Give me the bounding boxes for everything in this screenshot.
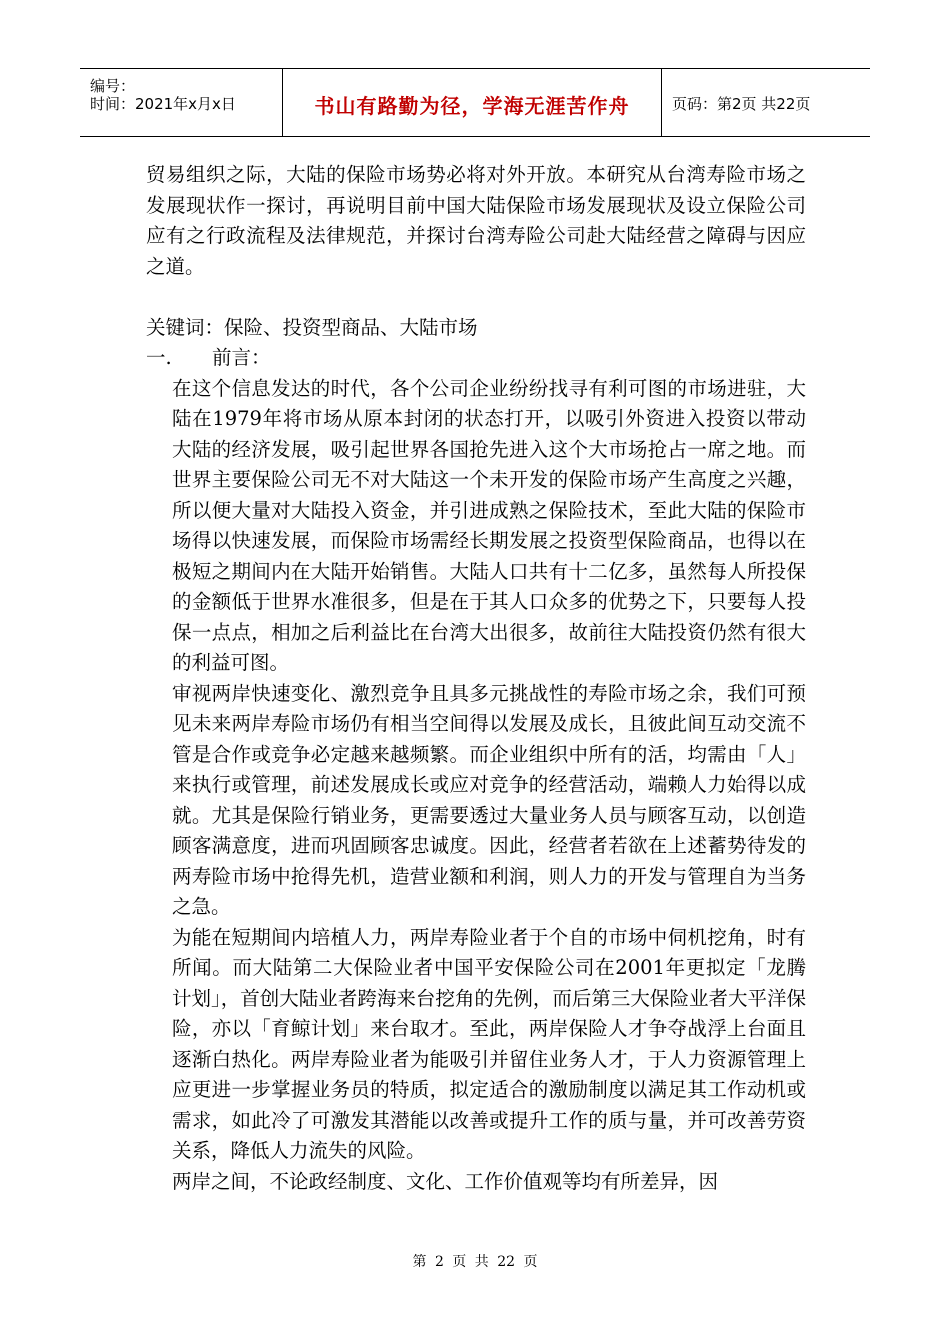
header-motto-cell xyxy=(283,69,662,136)
motto-text: 书山有路勤为径，学海无涯苦作舟 xyxy=(314,94,630,118)
section-heading xyxy=(146,343,806,374)
page-header xyxy=(80,68,870,137)
header-meta-cell xyxy=(80,69,283,136)
number-label: 编号： xyxy=(90,77,136,95)
document-body xyxy=(146,160,806,1197)
page-footer: 第 2 页 共 22 页 xyxy=(412,1254,538,1270)
body-paragraph: 为能在短期间内培植人力，两岸寿险业者于个自的市场中伺机挖角，时有所闻。而大陆第二大保险业者中国平安保险公司在2001年更拟定「龙腾计划」，首创大陆业者跨海来台挖角的先例，而后第三大保险业者大平洋保险，亦以「育鲸计划」来台取才。至此，两岸保险人才争夺战浮上台面且逐渐白热化。两岸寿险业者为能吸引并留住业务人才，于人力资源管理上应更进一步掌握业务员的特质，拟定适合的激励制度以满足其工作动机或需求，如此冷了可激发其潜能以改善或提升工作的质与量，并可改善劳资关系，降低人力流失的风险。 xyxy=(172,925,806,1162)
section-title: 前言： xyxy=(212,346,271,369)
page-info: 页码：第2页 共22页 xyxy=(672,95,811,113)
body-paragraph: 审视两岸快速变化、激烈竞争且具多元挑战性的寿险市场之余，我们可预见未来两岸寿险市场仍有相当空间得以发展及成长，且彼此间互动交流不管是合作或竞争必定越来越频繁。而企业组织中所有的活，均需由「人」来执行或管理，前述发展成长或应对竞争的经营活动，端赖人力始得以成就。尤其是保险行销业务，更需要透过大量业务人员与顾客互动，以创造顾客满意度，进而巩固顾客忠诚度。因此，经营者若欲在上述蓄势待发的两寿险市场中抢得先机，造营业额和利润，则人力的开发与管理自为当务之急。 xyxy=(172,681,806,918)
body-paragraph: 两岸之间，不论政经制度、文化、工作价值观等均有所差异，因 xyxy=(172,1169,719,1193)
section-content xyxy=(172,374,806,1198)
time-label: 时间：2021年x月x日 xyxy=(90,95,236,113)
keywords-line: 关键词：保险、投资型商品、大陆市场 xyxy=(146,315,478,339)
header-page-cell xyxy=(662,69,870,136)
intro-paragraph: 贸易组织之际，大陆的保险市场势必将对外开放。本研究从台湾寿险市场之发展现状作一探讨，再说明目前中国大陆保险市场发展现状及设立保险公司应有之行政流程及法律规范，并探讨台湾寿险公司赴大陆经营之障碍与因应之道。 xyxy=(146,163,806,278)
section-number: 一. xyxy=(146,346,172,369)
body-paragraph: 在这个信息发达的时代，各个公司企业纷纷找寻有利可图的市场进驻，大陆在1979年将市场从原本封闭的状态打开，以吸引外资进入投资以带动大陆的经济发展，吸引起世界各国抢先进入这个大市场抢占一席之地。而世界主要保险公司无不对大陆这一个未开发的保险市场产生高度之兴趣，所以便大量对大陆投入资金，并引进成熟之保险技术，至此大陆的保险市场得以快速发展，而保险市场需经长期发展之投资型保险商品，也得以在极短之期间内在大陆开始销售。大陆人口共有十二亿多，虽然每人所投保的金额低于世界水准很多，但是在于其人口众多的优势之下，只要每人投保一点点，相加之后利益比在台湾大出很多，故前往大陆投资仍然有很大的利益可图。 xyxy=(172,376,806,674)
